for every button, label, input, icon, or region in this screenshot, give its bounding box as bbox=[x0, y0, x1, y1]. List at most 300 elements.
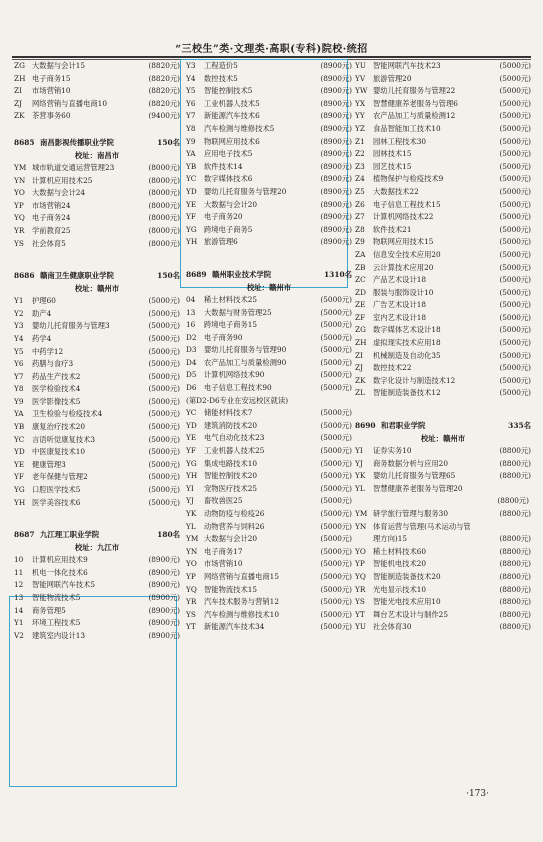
major-name: 中药学12 bbox=[32, 346, 64, 356]
major-name: 商务数据分析与应用20 bbox=[373, 458, 448, 468]
school-location: 校址：赣州市 bbox=[246, 282, 292, 292]
list-item bbox=[14, 497, 180, 510]
major-name: 城市轨道交通运营管理23 bbox=[32, 162, 115, 172]
school-header-8690 bbox=[355, 419, 531, 432]
major-fee: (5000元) bbox=[499, 98, 531, 108]
major-fee: (8900元) bbox=[148, 605, 180, 615]
list-item bbox=[186, 558, 352, 571]
major-code: Y7 bbox=[14, 371, 24, 381]
major-code: YU bbox=[355, 61, 366, 70]
major-fee: (8800元) bbox=[499, 471, 531, 481]
major-fee: (5000元) bbox=[499, 249, 531, 259]
list-item bbox=[355, 458, 531, 471]
major-fee: (5000元) bbox=[320, 370, 352, 380]
school-8685-majors bbox=[14, 162, 180, 250]
major-code: YG bbox=[186, 458, 197, 468]
major-name: 智能制造装备技术12 bbox=[373, 388, 441, 398]
major-name: 大数据与会计20 bbox=[204, 199, 258, 209]
major-name: 智慧健康养老服务与管理6 bbox=[373, 98, 458, 108]
major-name: 婴幼儿托育服务与管理22 bbox=[373, 86, 456, 96]
school-quota: 150名 bbox=[157, 137, 180, 147]
major-code: YT bbox=[186, 622, 196, 632]
list-item bbox=[355, 508, 531, 521]
major-name: 药膳与食疗3 bbox=[32, 359, 74, 369]
list-item bbox=[14, 484, 180, 497]
list-item bbox=[14, 434, 180, 447]
major-fee: (8900元) bbox=[320, 149, 352, 159]
major-fee: (8000元) bbox=[148, 213, 180, 223]
major-fee: (8900元) bbox=[148, 567, 180, 577]
major-name: 园艺技术15 bbox=[373, 161, 412, 171]
list-item bbox=[186, 110, 352, 123]
list-item bbox=[14, 333, 180, 346]
major-code: YM bbox=[355, 509, 368, 518]
major-code: ZH bbox=[355, 338, 367, 348]
major-fee: (8820元) bbox=[148, 98, 180, 108]
list-item bbox=[355, 123, 531, 136]
column-3 bbox=[355, 60, 531, 634]
list-item bbox=[14, 630, 180, 643]
major-fee: (5000元) bbox=[320, 597, 352, 607]
major-code: ZB bbox=[355, 262, 366, 272]
list-item bbox=[186, 73, 352, 86]
major-code: 12 bbox=[14, 580, 24, 590]
list-item bbox=[14, 60, 180, 73]
major-code: YN bbox=[186, 546, 198, 556]
major-name: 跨境电子商务15 bbox=[204, 320, 258, 330]
major-name: 电子信息工程技术90 bbox=[204, 383, 272, 393]
list-item bbox=[14, 592, 180, 605]
list-item bbox=[186, 60, 352, 73]
major-fee: (5000元) bbox=[499, 136, 531, 146]
list-item bbox=[355, 73, 531, 86]
major-name: 计算机网络技术90 bbox=[204, 370, 265, 380]
list-item bbox=[355, 362, 531, 375]
major-code: ZA bbox=[355, 249, 366, 259]
major-code: YR bbox=[14, 225, 25, 235]
column-2 bbox=[186, 60, 352, 634]
major-name: 电子商务24 bbox=[32, 213, 71, 223]
school-8686-majors bbox=[14, 295, 180, 509]
major-code: YS bbox=[14, 238, 24, 248]
list-item bbox=[186, 224, 352, 237]
list-item bbox=[14, 225, 180, 238]
major-code: YK bbox=[186, 509, 197, 518]
major-name: 旅游管理20 bbox=[373, 73, 412, 83]
list-item bbox=[355, 110, 531, 123]
list-item bbox=[14, 371, 180, 384]
major-fee: (8900元) bbox=[320, 111, 352, 121]
continued-fee: (8800元) bbox=[497, 496, 529, 506]
school-code: 8690 bbox=[355, 421, 376, 431]
list-item bbox=[186, 186, 352, 199]
major-code: ZH bbox=[14, 73, 26, 83]
major-name: 畜牧兽医25 bbox=[204, 496, 243, 506]
major-fee: (8800元) bbox=[499, 609, 531, 619]
major-code: D5 bbox=[186, 370, 197, 380]
school-quota: 150名 bbox=[157, 271, 180, 281]
major-fee: (5000元) bbox=[499, 73, 531, 83]
major-name: 工程造价5 bbox=[204, 61, 238, 70]
major-fee: (8800元) bbox=[499, 534, 531, 544]
major-fee: (5000元) bbox=[320, 509, 352, 518]
list-item bbox=[14, 396, 180, 409]
list-item bbox=[355, 483, 531, 496]
list-item bbox=[186, 307, 352, 320]
major-code: Z7 bbox=[355, 212, 365, 222]
major-name: 医学检验技术4 bbox=[32, 384, 81, 394]
major-code: D4 bbox=[186, 357, 197, 367]
list-item bbox=[355, 445, 531, 458]
major-name: 婴幼儿托育服务与管理3 bbox=[32, 321, 110, 331]
list-item bbox=[14, 98, 180, 111]
major-name: 汽车技术服务与营销12 bbox=[204, 597, 279, 607]
major-fee: (8820元) bbox=[148, 86, 180, 96]
major-fee: (5000元) bbox=[320, 357, 352, 367]
major-code: Y9 bbox=[186, 136, 196, 146]
major-fee: (5000元) bbox=[320, 571, 352, 581]
major-fee: (5000元) bbox=[499, 149, 531, 159]
major-fee: (8900元) bbox=[148, 555, 180, 565]
list-item bbox=[355, 249, 531, 262]
major-fee: (5000元) bbox=[499, 237, 531, 247]
major-code: ZG bbox=[14, 61, 25, 70]
list-item bbox=[186, 136, 352, 149]
major-code: Z5 bbox=[355, 186, 365, 196]
list-item bbox=[14, 579, 180, 592]
major-fee: (8900元) bbox=[320, 237, 352, 247]
list-item bbox=[14, 110, 180, 123]
major-code: YD bbox=[186, 186, 197, 196]
major-name: 虚拟现实技术应用18 bbox=[373, 338, 441, 348]
school-location: 校址：赣州市 bbox=[74, 284, 120, 294]
major-name: 婴幼儿托育服务与管理20 bbox=[204, 186, 287, 196]
list-item bbox=[355, 224, 531, 237]
major-fee: (5000元) bbox=[499, 262, 531, 272]
major-code: YJ bbox=[186, 496, 194, 506]
major-code: 11 bbox=[14, 567, 24, 577]
major-code: YR bbox=[186, 597, 197, 607]
major-fee: (8900元) bbox=[148, 618, 180, 628]
major-name: 证券实务10 bbox=[373, 446, 412, 456]
major-code: YB bbox=[14, 422, 25, 432]
list-item bbox=[14, 567, 180, 580]
major-name: 电气自动化技术23 bbox=[204, 433, 265, 443]
list-item bbox=[186, 407, 352, 420]
major-name: 机械制造及自动化35 bbox=[373, 350, 441, 360]
major-code: 13 bbox=[186, 307, 196, 317]
major-code: YX bbox=[355, 98, 366, 108]
major-name: 物联网应用技术15 bbox=[373, 237, 434, 247]
major-code: ZD bbox=[355, 287, 366, 297]
list-item bbox=[14, 421, 180, 434]
major-fee: (5000元) bbox=[499, 287, 531, 297]
major-name: 旅游管理6 bbox=[204, 237, 238, 247]
school-header-8689 bbox=[186, 268, 352, 281]
list-item bbox=[186, 584, 352, 597]
school-name: 赣州职业技术学院 bbox=[212, 269, 272, 279]
major-name: 稀土材料技术25 bbox=[204, 294, 258, 304]
major-fee: (5000元) bbox=[148, 359, 180, 369]
school-name: 和君职业学院 bbox=[381, 421, 426, 431]
major-name: 大数据与会计20 bbox=[204, 534, 258, 544]
list-item bbox=[355, 375, 531, 388]
major-name: 口腔医学技术5 bbox=[32, 485, 81, 495]
major-name: 智能光电技术应用10 bbox=[373, 597, 441, 607]
major-name: 电子商务15 bbox=[32, 73, 71, 83]
major-code: YV bbox=[355, 73, 366, 83]
major-fee: (5000元) bbox=[499, 61, 531, 70]
major-code: YH bbox=[186, 237, 198, 247]
list-item bbox=[355, 274, 531, 287]
major-code: Z4 bbox=[355, 174, 365, 184]
major-code: ZJ bbox=[14, 98, 22, 108]
list-item bbox=[14, 85, 180, 98]
major-name: 数控技术22 bbox=[373, 363, 412, 373]
major-code: YF bbox=[186, 446, 196, 456]
major-name: 集成电路技术10 bbox=[204, 458, 258, 468]
major-fee: (8820元) bbox=[148, 73, 180, 83]
major-fee: (5000元) bbox=[320, 345, 352, 355]
major-code: YJ bbox=[355, 458, 363, 468]
major-name: 智能控制技术5 bbox=[204, 86, 253, 96]
list-item bbox=[14, 605, 180, 618]
school-location: 校址：南昌市 bbox=[74, 150, 120, 160]
major-name: 智慧健康养老服务与管理20 bbox=[373, 483, 463, 493]
major-fee: (5000元) bbox=[148, 308, 180, 318]
major-fee: (8900元) bbox=[148, 580, 180, 590]
major-name: 研学旅行管理与服务30 bbox=[373, 509, 448, 518]
list-item bbox=[355, 312, 531, 325]
major-name: 大数据技术22 bbox=[373, 186, 419, 196]
school-location: 校址：九江市 bbox=[74, 543, 120, 553]
major-name: 机电一体化技术6 bbox=[32, 567, 88, 577]
list-item bbox=[186, 508, 352, 521]
major-name: 电子商务90 bbox=[204, 332, 243, 342]
list-item bbox=[355, 299, 531, 312]
list-item bbox=[186, 148, 352, 161]
major-name: 社会体育30 bbox=[373, 622, 412, 632]
major-code: YC bbox=[186, 174, 197, 184]
major-fee: (5000元) bbox=[320, 622, 352, 632]
major-code: Z2 bbox=[355, 149, 365, 159]
major-fee: (5000元) bbox=[320, 383, 352, 393]
school-header-8686 bbox=[14, 269, 180, 282]
major-fee: (5000元) bbox=[148, 346, 180, 356]
major-name: 汽车检测与维修技术10 bbox=[204, 609, 279, 619]
list-item bbox=[186, 382, 352, 395]
list-item bbox=[355, 199, 531, 212]
major-name: 网络营销与直播电商10 bbox=[32, 98, 107, 108]
major-code: YC bbox=[14, 434, 25, 444]
major-name: 产品艺术设计18 bbox=[373, 275, 427, 285]
list-item bbox=[355, 186, 531, 199]
major-fee: (8000元) bbox=[148, 200, 180, 210]
major-code: YD bbox=[186, 420, 197, 430]
major-name: 数字媒体技术6 bbox=[204, 174, 253, 184]
major-name: 婴幼儿托育服务与管理65 bbox=[373, 471, 456, 481]
major-name: 计算机应用技术25 bbox=[32, 175, 93, 185]
list-item bbox=[14, 617, 180, 630]
major-code: 16 bbox=[186, 320, 196, 330]
major-name: 电子商务20 bbox=[204, 212, 243, 222]
list-item bbox=[186, 432, 352, 445]
major-fee: (8820元) bbox=[148, 61, 180, 70]
major-name: 社会体育5 bbox=[32, 238, 66, 248]
major-fee: (5000元) bbox=[320, 433, 352, 443]
major-name: 智能机电技术20 bbox=[373, 559, 427, 569]
list-item bbox=[14, 212, 180, 225]
major-fee: (5000元) bbox=[148, 409, 180, 419]
major-fee: (5000元) bbox=[320, 483, 352, 493]
major-code: ZK bbox=[355, 375, 366, 385]
major-code: YC bbox=[186, 408, 197, 418]
list-item bbox=[186, 344, 352, 357]
major-code: YG bbox=[186, 224, 197, 234]
school-name: 南昌影视传播职业学院 bbox=[40, 137, 114, 147]
major-code: YO bbox=[355, 546, 366, 556]
list-item bbox=[186, 173, 352, 186]
major-code: YL bbox=[355, 483, 365, 493]
list-item bbox=[186, 85, 352, 98]
col1-top-list bbox=[14, 60, 180, 123]
major-code: Y8 bbox=[14, 384, 24, 394]
major-name: 医学美容技术6 bbox=[32, 497, 81, 507]
major-code: YS bbox=[186, 609, 196, 619]
major-name: 工业机器人技术5 bbox=[204, 98, 260, 108]
major-code: YZ bbox=[355, 123, 365, 133]
major-fee: (5000元) bbox=[499, 363, 531, 373]
major-code: Z3 bbox=[355, 161, 365, 171]
list-item bbox=[14, 554, 180, 567]
major-fee: (5000元) bbox=[320, 521, 352, 531]
major-name: 软件技术21 bbox=[373, 224, 412, 234]
major-name: 植物保护与检疫技术9 bbox=[373, 174, 444, 184]
major-name: 商务管理5 bbox=[32, 605, 66, 615]
list-item bbox=[186, 294, 352, 307]
major-fee: (5000元) bbox=[320, 496, 352, 506]
list-item bbox=[355, 584, 531, 597]
list-item bbox=[355, 161, 531, 174]
list-item bbox=[186, 533, 352, 546]
major-fee: (8900元) bbox=[320, 224, 352, 234]
column-1 bbox=[14, 60, 180, 642]
list-item bbox=[186, 483, 352, 496]
header-rule-thick bbox=[12, 56, 531, 58]
major-name: 新能源汽车技术6 bbox=[204, 111, 260, 121]
list-item bbox=[14, 358, 180, 371]
list-item bbox=[355, 173, 531, 186]
major-name: 智能网联汽车技术5 bbox=[32, 580, 96, 590]
major-fee: (5000元) bbox=[148, 321, 180, 331]
school-quota: 335名 bbox=[508, 421, 531, 431]
list-item bbox=[186, 332, 352, 345]
major-fee: (5000元) bbox=[499, 350, 531, 360]
major-fee: (5000元) bbox=[320, 446, 352, 456]
list-item bbox=[355, 470, 531, 483]
list-item bbox=[14, 308, 180, 321]
major-fee: (5000元) bbox=[499, 300, 531, 310]
list-item bbox=[355, 546, 531, 559]
major-fee: (5000元) bbox=[499, 111, 531, 121]
col2-top-list bbox=[186, 60, 352, 249]
major-code: D2 bbox=[186, 332, 197, 342]
major-name: 稀土材料技术60 bbox=[373, 546, 427, 556]
major-code: YM bbox=[14, 162, 27, 172]
major-fee: (5000元) bbox=[499, 312, 531, 322]
list-item bbox=[186, 357, 352, 370]
major-code: ZF bbox=[355, 312, 366, 322]
list-item bbox=[14, 408, 180, 421]
major-name: 中医康复技术10 bbox=[32, 447, 86, 457]
major-name: 光电显示技术10 bbox=[373, 584, 427, 594]
major-fee: (5000元) bbox=[320, 546, 352, 556]
major-fee: (8000元) bbox=[148, 225, 180, 235]
major-code: YO bbox=[186, 559, 197, 569]
page-header-title: “三校生”类·文理类·高职(专科)院校·统招 bbox=[175, 44, 368, 55]
major-fee: (5000元) bbox=[320, 294, 352, 304]
major-fee: (8900元) bbox=[320, 123, 352, 133]
major-name: 大数据与会计24 bbox=[32, 188, 86, 198]
major-code: YI bbox=[355, 446, 363, 456]
major-fee: (5000元) bbox=[499, 161, 531, 171]
major-fee: (8900元) bbox=[320, 186, 352, 196]
major-code: YF bbox=[14, 472, 24, 482]
major-name: 新能源汽车技术34 bbox=[204, 622, 265, 632]
major-name: 农产品加工与质量检测90 bbox=[204, 357, 287, 367]
major-code: Z8 bbox=[355, 224, 365, 234]
major-name: 药学4 bbox=[32, 333, 52, 343]
school-8689-majors-a bbox=[186, 294, 352, 395]
list-item bbox=[186, 123, 352, 136]
major-code: Y4 bbox=[186, 73, 196, 83]
major-fee: (5000元) bbox=[148, 422, 180, 432]
list-item bbox=[355, 350, 531, 363]
major-name: 汽车检测与维修技术5 bbox=[204, 123, 275, 133]
major-fee: (8800元) bbox=[499, 446, 531, 456]
major-name: 舞台艺术设计与制作25 bbox=[373, 609, 448, 619]
school-header-8685 bbox=[14, 136, 180, 149]
major-code: YH bbox=[186, 471, 198, 481]
list-item bbox=[186, 199, 352, 212]
major-name: 建筑消防技术20 bbox=[204, 420, 258, 430]
list-item bbox=[355, 148, 531, 161]
major-code: Y1 bbox=[14, 618, 24, 628]
list-item bbox=[14, 446, 180, 459]
list-item bbox=[14, 295, 180, 308]
major-fee: (5000元) bbox=[148, 497, 180, 507]
list-item bbox=[355, 236, 531, 249]
major-name: 智能制造装备技术20 bbox=[373, 571, 441, 581]
major-code: Y4 bbox=[14, 333, 24, 343]
major-code: YA bbox=[186, 149, 196, 159]
major-name: 智能控制技术20 bbox=[204, 471, 258, 481]
major-fee: (8800元) bbox=[499, 571, 531, 581]
list-item bbox=[355, 262, 531, 275]
major-fee: (5000元) bbox=[320, 471, 352, 481]
major-fee: (5000元) bbox=[320, 320, 352, 330]
major-code: YM bbox=[186, 534, 199, 544]
major-name: 建筑室内设计13 bbox=[32, 630, 86, 640]
major-fee: (8900元) bbox=[320, 86, 352, 96]
major-code: Y6 bbox=[186, 98, 196, 108]
school-8690-majors-a bbox=[355, 445, 531, 495]
list-item-continued bbox=[355, 533, 531, 546]
major-code: Y3 bbox=[14, 321, 24, 331]
list-item bbox=[14, 383, 180, 396]
major-fee: (5000元) bbox=[499, 375, 531, 385]
major-fee: (8000元) bbox=[148, 175, 180, 185]
